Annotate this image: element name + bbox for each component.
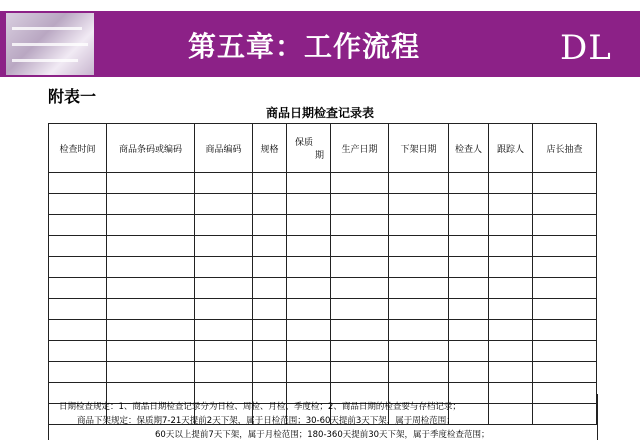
table-cell[interactable] [489,278,533,299]
table-cell[interactable] [107,194,195,215]
table-cell[interactable] [449,236,489,257]
table-cell[interactable] [49,341,107,362]
notes-box [48,394,598,440]
table-cell[interactable] [195,257,253,278]
table-cell[interactable] [449,278,489,299]
table-cell[interactable] [489,236,533,257]
table-cell[interactable] [449,299,489,320]
table-cell[interactable] [107,341,195,362]
table-cell[interactable] [331,362,389,383]
table-cell[interactable] [49,194,107,215]
col-spec: 规格 [253,124,287,173]
table-cell[interactable] [389,215,449,236]
shelf-life-bottom: 期 [314,151,324,161]
table-cell[interactable] [287,320,331,341]
table-cell[interactable] [533,362,597,383]
shelf-life-top: 保质 [295,138,314,148]
table-cell[interactable] [389,362,449,383]
table-cell[interactable] [489,341,533,362]
table-cell[interactable] [489,215,533,236]
table-cell[interactable] [533,236,597,257]
table-cell[interactable] [107,299,195,320]
table-row [49,194,597,215]
table-cell[interactable] [107,278,195,299]
table-cell[interactable] [49,299,107,320]
table-row [49,362,597,383]
table-row [49,173,597,194]
table-cell[interactable] [253,257,287,278]
table-cell[interactable] [107,362,195,383]
table-cell[interactable] [253,362,287,383]
table-cell[interactable] [489,257,533,278]
table-cell[interactable] [489,320,533,341]
table-cell[interactable] [331,194,389,215]
table-cell[interactable] [331,278,389,299]
table-cell[interactable] [107,173,195,194]
table-cell[interactable] [533,257,597,278]
col-production-date: 生产日期 [331,124,389,173]
table-cell[interactable] [533,341,597,362]
table-row [49,236,597,257]
col-shelf-life [287,124,331,173]
chapter-header [0,0,640,78]
table-cell[interactable] [195,194,253,215]
table-cell[interactable] [195,341,253,362]
table-cell[interactable] [287,236,331,257]
note-line-1: 日期检查规定：1、商品日期检查记录分为日检、周检、月检、季度检；2、商品日期的检查要与存档记录； [59,402,461,412]
table-cell[interactable] [331,236,389,257]
table-cell[interactable] [533,320,597,341]
table-row [49,299,597,320]
table-cell[interactable] [331,257,389,278]
col-barcode: 商品条码或编码 [107,124,195,173]
table-cell[interactable] [331,320,389,341]
col-removal-date: 下架日期 [389,124,449,173]
table-cell[interactable] [287,215,331,236]
col-inspector: 检查人 [449,124,489,173]
table-cell[interactable] [489,299,533,320]
note-line-3: 60天以上提前7天下架，属于月检范围；180-360天提前30天下架，属于季度检查范围； [155,430,490,440]
table-cell[interactable] [195,215,253,236]
table-cell[interactable] [533,299,597,320]
table-cell[interactable] [107,257,195,278]
table-cell[interactable] [195,173,253,194]
table-cell[interactable] [389,257,449,278]
table-cell[interactable] [489,194,533,215]
table-cell[interactable] [49,278,107,299]
table-cell[interactable] [331,299,389,320]
brand-logo: DL [560,28,612,68]
table-cell[interactable] [253,236,287,257]
table-row [49,257,597,278]
table-row [49,320,597,341]
table-cell[interactable] [287,257,331,278]
table-cell[interactable] [253,278,287,299]
table-cell[interactable] [253,215,287,236]
table-cell[interactable] [449,194,489,215]
table-cell[interactable] [389,278,449,299]
store-photo [6,13,94,75]
table-cell[interactable] [449,257,489,278]
table-cell[interactable] [195,320,253,341]
table-cell[interactable] [489,362,533,383]
table-cell[interactable] [449,362,489,383]
table-cell[interactable] [287,341,331,362]
table-cell[interactable] [449,320,489,341]
table-cell[interactable] [107,236,195,257]
table-cell[interactable] [389,236,449,257]
table-cell[interactable] [533,215,597,236]
table-cell[interactable] [49,215,107,236]
table-cell[interactable] [449,215,489,236]
table-cell[interactable] [287,362,331,383]
table-cell[interactable] [49,173,107,194]
col-product-code: 商品编码 [195,124,253,173]
table-cell[interactable] [195,278,253,299]
table-cell[interactable] [389,299,449,320]
table-row [49,341,597,362]
table-cell[interactable] [287,278,331,299]
table-cell[interactable] [195,299,253,320]
table-cell[interactable] [49,257,107,278]
table-cell[interactable] [253,299,287,320]
table-cell[interactable] [331,215,389,236]
table-cell[interactable] [331,341,389,362]
table-cell[interactable] [107,320,195,341]
header-row [49,124,597,173]
table-cell[interactable] [49,362,107,383]
table-cell[interactable] [253,194,287,215]
table-cell[interactable] [287,173,331,194]
table-cell[interactable] [253,341,287,362]
table-cell[interactable] [489,173,533,194]
table-cell[interactable] [533,194,597,215]
table-row [49,215,597,236]
col-manager-spot-check: 店长抽查 [533,124,597,173]
table-cell[interactable] [533,278,597,299]
table-body [49,173,597,425]
table-cell[interactable] [389,194,449,215]
table-cell[interactable] [49,320,107,341]
table-row [49,278,597,299]
table-cell[interactable] [195,362,253,383]
table-cell[interactable] [389,173,449,194]
date-check-table [48,123,597,425]
col-check-time: 检查时间 [49,124,107,173]
table-cell[interactable] [449,173,489,194]
col-tracker: 跟踪人 [489,124,533,173]
table-cell[interactable] [287,299,331,320]
table-cell[interactable] [449,341,489,362]
table-cell[interactable] [389,341,449,362]
appendix-label: 附表一 [48,87,97,106]
table-cell[interactable] [195,236,253,257]
table-cell[interactable] [253,173,287,194]
table-cell[interactable] [533,173,597,194]
table-cell[interactable] [253,320,287,341]
table-cell[interactable] [107,215,195,236]
table-title: 商品日期检查记录表 [265,106,374,120]
chapter-title: 第五章：工作流程 [188,30,421,63]
table-cell[interactable] [331,173,389,194]
note-line-2: 商品下架规定：保质期7-21天提前2天下架，属于日检范围；30-60天提前3天下架，属于周检范围； [77,416,455,426]
table-cell[interactable] [287,194,331,215]
table-cell[interactable] [389,320,449,341]
table-cell[interactable] [49,236,107,257]
